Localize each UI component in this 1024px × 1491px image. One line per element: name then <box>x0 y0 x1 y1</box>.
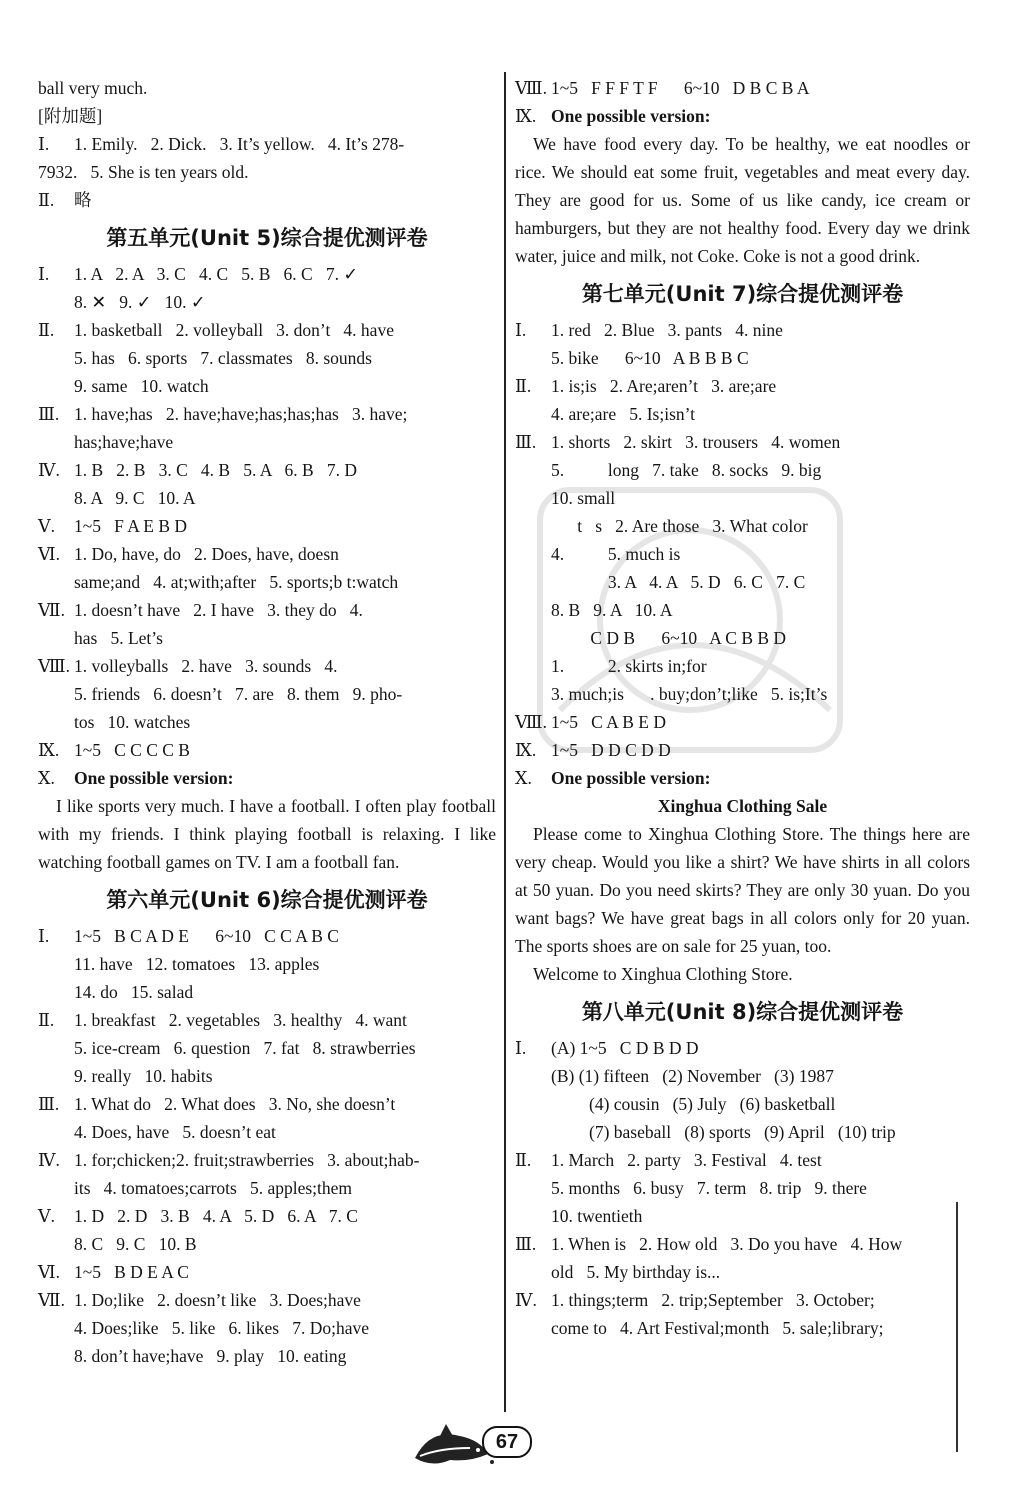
roman-numeral: Ⅲ. <box>38 1094 60 1114</box>
answer-line <box>515 680 970 708</box>
answer-text: 1~5 F F F T F 6~10 D B C B A <box>551 78 810 98</box>
answer-text: old 5. My birthday is... <box>551 1262 721 1282</box>
roman-numeral: Ⅵ. <box>38 1262 60 1282</box>
answer-line <box>38 568 496 596</box>
answer-line <box>515 1118 970 1146</box>
answer-line <box>515 484 970 512</box>
roman-numeral: Ⅹ. <box>38 768 55 788</box>
answer-text: 11. have 12. tomatoes 13. apples <box>74 954 320 974</box>
answer-line <box>38 922 496 950</box>
roman-numeral: Ⅴ. <box>38 1206 56 1226</box>
answer-line <box>515 624 970 652</box>
answer-line <box>515 1090 970 1118</box>
roman-numeral: Ⅰ. <box>515 1038 527 1058</box>
answer-line <box>515 540 970 568</box>
answer-text: 4. Does;like 5. like 6. likes 7. Do;have <box>74 1318 370 1338</box>
section-heading: 第六单元(Unit 6)综合提优测评卷 <box>106 888 428 912</box>
answer-text: 1~5 F A E B D <box>74 516 188 536</box>
answer-text: 1. A 2. A 3. C 4. C 5. B 6. C 7. ✓ <box>74 264 359 284</box>
answer-line <box>38 1314 496 1342</box>
answer-line <box>515 1034 970 1062</box>
answer-text: 1~5 D D C D D <box>551 740 671 760</box>
answer-line <box>515 372 970 400</box>
answer-text: 8. A 9. C 10. A <box>74 488 196 508</box>
answer-line <box>515 344 970 372</box>
answer-text: 1. When is 2. How old 3. Do you have 4. How <box>551 1234 903 1254</box>
roman-numeral: Ⅶ. <box>38 600 65 620</box>
answer-text: 1. have;has 2. have;have;has;has;has 3. have; <box>74 404 408 424</box>
answer-line <box>515 102 970 130</box>
answer-text: (B) (1) fifteen (2) November (3) 1987 <box>551 1066 834 1086</box>
answer-line <box>38 736 496 764</box>
roman-numeral: Ⅸ. <box>515 106 537 126</box>
answer-text: 1~5 C C C C B <box>74 740 190 760</box>
answer-text: 1. D 2. D 3. B 4. A 5. D 6. A 7. C <box>74 1206 358 1226</box>
answer-text: 4. Does, have 5. doesn’t eat <box>74 1122 276 1142</box>
answer-text: 9. same 10. watch <box>74 376 209 396</box>
answer-line <box>515 74 970 102</box>
answer-text: 8. B 9. A 10. A <box>551 600 673 620</box>
roman-numeral: Ⅰ. <box>38 134 50 154</box>
answer-text: 8. C 9. C 10. B <box>74 1234 197 1254</box>
answer-line <box>515 596 970 624</box>
answer-line <box>515 428 970 456</box>
answer-text: 1~5 B C A D E 6~10 C C A B C <box>74 926 339 946</box>
roman-numeral: Ⅱ. <box>38 320 55 340</box>
answer-text: One possible version: <box>74 768 234 788</box>
answer-text: 5. long 7. take 8. socks 9. big <box>551 460 822 480</box>
roman-numeral: Ⅷ. <box>515 78 547 98</box>
roman-numeral: Ⅰ. <box>515 320 527 340</box>
roman-numeral: Ⅹ. <box>515 768 532 788</box>
answer-text: same;and 4. at;with;after 5. sports;b t:watch <box>74 572 399 592</box>
answer-text: 1. volleyballs 2. have 3. sounds 4. <box>74 656 338 676</box>
answer-line <box>38 764 496 792</box>
answer-text: 4. 5. much is <box>551 544 681 564</box>
roman-numeral: Ⅵ. <box>38 544 60 564</box>
essay-paragraph: Please come to Xinghua Clothing Store. The things here are very cheap. Would you like a shirt? We have shirts in all colors at 50 yuan. Do you need skirts? They are only 30 yuan. Do you want bags? We have great bags in all colors only for 20 yuan. The sports shoes are on sale for 25 yuan, too. <box>515 824 970 956</box>
answer-text: 14. do 15. salad <box>74 982 194 1002</box>
answer-text: 1. Emily. 2. Dick. 3. It’s yellow. 4. It’s 278- <box>74 134 405 154</box>
answer-line <box>38 1230 496 1258</box>
answer-text: 4. are;are 5. Is;isn’t <box>551 404 696 424</box>
answer-line <box>38 1006 496 1034</box>
roman-numeral: Ⅳ. <box>515 1290 537 1310</box>
roman-numeral: Ⅴ. <box>38 516 56 536</box>
roman-numeral: Ⅱ. <box>515 376 532 396</box>
answer-line <box>515 316 970 344</box>
answer-line <box>38 372 496 400</box>
answer-text: 1. 2. skirts in;for <box>551 656 707 676</box>
answer-line <box>515 512 970 540</box>
answer-line <box>38 1118 496 1146</box>
roman-numeral: Ⅲ. <box>515 1234 537 1254</box>
answer-text: 10. small <box>551 488 616 508</box>
answer-line <box>515 568 970 596</box>
answer-text: [附加题] <box>38 106 103 126</box>
answer-text: 5. friends 6. doesn’t 7. are 8. them 9. pho- <box>74 684 403 704</box>
answer-text: tos 10. watches <box>74 712 191 732</box>
answer-text: C D B 6~10 A C B B D <box>551 628 787 648</box>
answer-line <box>38 1258 496 1286</box>
answer-text: 1. Do;like 2. doesn’t like 3. Does;have <box>74 1290 361 1310</box>
answer-line <box>515 1062 970 1090</box>
answer-line <box>515 1146 970 1174</box>
section-heading: 第七单元(Unit 7)综合提优测评卷 <box>581 282 904 306</box>
answer-text: 10. twentieth <box>551 1206 643 1226</box>
answer-text: 5. bike 6~10 A B B B C <box>551 348 749 368</box>
answer-text: 1. things;term 2. trip;September 3. October; <box>551 1290 875 1310</box>
section-heading: 第八单元(Unit 8)综合提优测评卷 <box>581 1000 904 1024</box>
answer-line <box>515 1314 970 1342</box>
answer-line <box>515 764 970 792</box>
roman-numeral: Ⅳ. <box>38 1150 60 1170</box>
answer-line <box>515 736 970 764</box>
answer-line <box>38 978 496 1006</box>
roman-numeral: Ⅰ. <box>38 264 50 284</box>
answer-text: (7) baseball (8) sports (9) April (10) trip <box>589 1122 896 1142</box>
answer-text: 1. is;is 2. Are;aren’t 3. are;are <box>551 376 777 396</box>
answer-text: 9. really 10. habits <box>74 1066 213 1086</box>
answer-text: One possible version: <box>551 768 711 788</box>
roman-numeral: Ⅱ. <box>38 1010 55 1030</box>
roman-numeral: Ⅲ. <box>38 404 60 424</box>
answer-text: 1. red 2. Blue 3. pants 4. nine <box>551 320 783 340</box>
answer-line <box>38 596 496 624</box>
roman-numeral: Ⅳ. <box>38 460 60 480</box>
answer-text: 1~5 C A B E D <box>551 712 666 732</box>
answer-text: 1. for;chicken;2. fruit;strawberries 3. about;hab- <box>74 1150 420 1170</box>
answer-text: 1~5 B D E A C <box>74 1262 189 1282</box>
margin-mark <box>956 1202 958 1452</box>
essay-paragraph: We have food every day. To be healthy, we eat noodles or rice. We should eat some fruit, vegetables and meat every day. They are good for us. Some of us like candy, ice cream or hamburgers, but they are not healthy food. Every day we drink water, juice and milk, not Coke. Coke is not a good drink. <box>515 134 970 266</box>
answer-line <box>38 288 496 316</box>
answer-text: 1. Do, have, do 2. Does, have, doesn <box>74 544 339 564</box>
essay-title: Xinghua Clothing Sale <box>657 796 828 816</box>
answer-line <box>38 652 496 680</box>
answer-line <box>38 1174 496 1202</box>
right-column <box>515 74 970 1342</box>
roman-numeral: Ⅷ. <box>38 656 70 676</box>
answer-line <box>38 1146 496 1174</box>
answer-line <box>38 624 496 652</box>
answer-line <box>38 540 496 568</box>
roman-numeral: Ⅸ. <box>38 740 60 760</box>
roman-numeral: Ⅲ. <box>515 432 537 452</box>
answer-line <box>515 1174 970 1202</box>
answer-text: come to 4. Art Festival;month 5. sale;library; <box>551 1318 884 1338</box>
answer-text: t s 2. Are those 3. What color <box>551 516 808 536</box>
answer-text: 1. basketball 2. volleyball 3. don’t 4. have <box>74 320 394 340</box>
answer-line <box>515 400 970 428</box>
answer-line <box>38 484 496 512</box>
answer-text: 3. A 4. A 5. D 6. C 7. C <box>551 572 806 592</box>
answer-line <box>38 186 496 214</box>
answer-line <box>515 1258 970 1286</box>
answer-text: 1. shorts 2. skirt 3. trousers 4. women <box>551 432 841 452</box>
answer-line <box>515 1230 970 1258</box>
page-number: 67 <box>482 1426 532 1458</box>
section-heading: 第五单元(Unit 5)综合提优测评卷 <box>106 226 428 250</box>
answer-line <box>515 1286 970 1314</box>
answer-line <box>38 1034 496 1062</box>
answer-line <box>38 456 496 484</box>
answer-text: 3. much;is . buy;don’t;like 5. is;It’s <box>551 684 828 704</box>
answer-line <box>515 708 970 736</box>
answer-line <box>38 1286 496 1314</box>
answer-line <box>38 74 496 102</box>
answer-line <box>38 344 496 372</box>
roman-numeral: Ⅱ. <box>38 190 55 210</box>
column-divider <box>504 72 506 1412</box>
answer-line <box>38 1202 496 1230</box>
answer-text: 8. don’t have;have 9. play 10. eating <box>74 1346 347 1366</box>
answer-line <box>515 652 970 680</box>
roman-numeral: Ⅶ. <box>38 1290 65 1310</box>
answer-text: 1. breakfast 2. vegetables 3. healthy 4. want <box>74 1010 407 1030</box>
answer-text: 1. doesn’t have 2. I have 3. they do 4. <box>74 600 363 620</box>
answer-text: has 5. Let’s <box>74 628 163 648</box>
answer-line <box>38 130 496 158</box>
answer-line <box>38 260 496 288</box>
answer-text: (A) 1~5 C D B D D <box>551 1038 699 1058</box>
answer-line <box>38 316 496 344</box>
answer-line <box>38 680 496 708</box>
answer-line <box>515 456 970 484</box>
answer-line <box>38 708 496 736</box>
roman-numeral: Ⅸ. <box>515 740 537 760</box>
answer-text: One possible version: <box>551 106 711 126</box>
answer-text: 8. ✕ 9. ✓ 10. ✓ <box>74 292 206 312</box>
answer-line <box>38 950 496 978</box>
essay-paragraph: I like sports very much. I have a football. I often play football with my friends. I think playing football is relaxing. I like watching football games on TV. I am a football fan. <box>38 796 496 872</box>
answer-text: (4) cousin (5) July (6) basketball <box>589 1094 836 1114</box>
roman-numeral: Ⅱ. <box>515 1150 532 1170</box>
answer-text: 7932. 5. She is ten years old. <box>38 162 249 182</box>
answer-line <box>38 1342 496 1370</box>
answer-text: 1. March 2. party 3. Festival 4. test <box>551 1150 822 1170</box>
answer-text: 1. B 2. B 3. C 4. B 5. A 6. B 7. D <box>74 460 357 480</box>
answer-line <box>515 1202 970 1230</box>
answer-line <box>38 512 496 540</box>
answer-text: its 4. tomatoes;carrots 5. apples;them <box>74 1178 353 1198</box>
answer-text: 5. has 6. sports 7. classmates 8. sounds <box>74 348 372 368</box>
answer-line <box>38 1090 496 1118</box>
roman-numeral: Ⅷ. <box>515 712 547 732</box>
answer-text: has;have;have <box>74 432 174 452</box>
essay-paragraph: Welcome to Xinghua Clothing Store. <box>533 964 793 984</box>
answer-line <box>38 400 496 428</box>
left-column <box>38 74 496 1370</box>
answer-line <box>38 428 496 456</box>
answer-line <box>38 158 496 186</box>
answer-text: 5. months 6. busy 7. term 8. trip 9. there <box>551 1178 867 1198</box>
roman-numeral: Ⅰ. <box>38 926 50 946</box>
answer-text: ball very much. <box>38 78 148 98</box>
answer-text: 略 <box>74 190 92 210</box>
answer-line <box>38 102 496 130</box>
answer-text: 5. ice-cream 6. question 7. fat 8. strawberries <box>74 1038 416 1058</box>
answer-line <box>38 1062 496 1090</box>
answer-text: 1. What do 2. What does 3. No, she doesn’t <box>74 1094 396 1114</box>
